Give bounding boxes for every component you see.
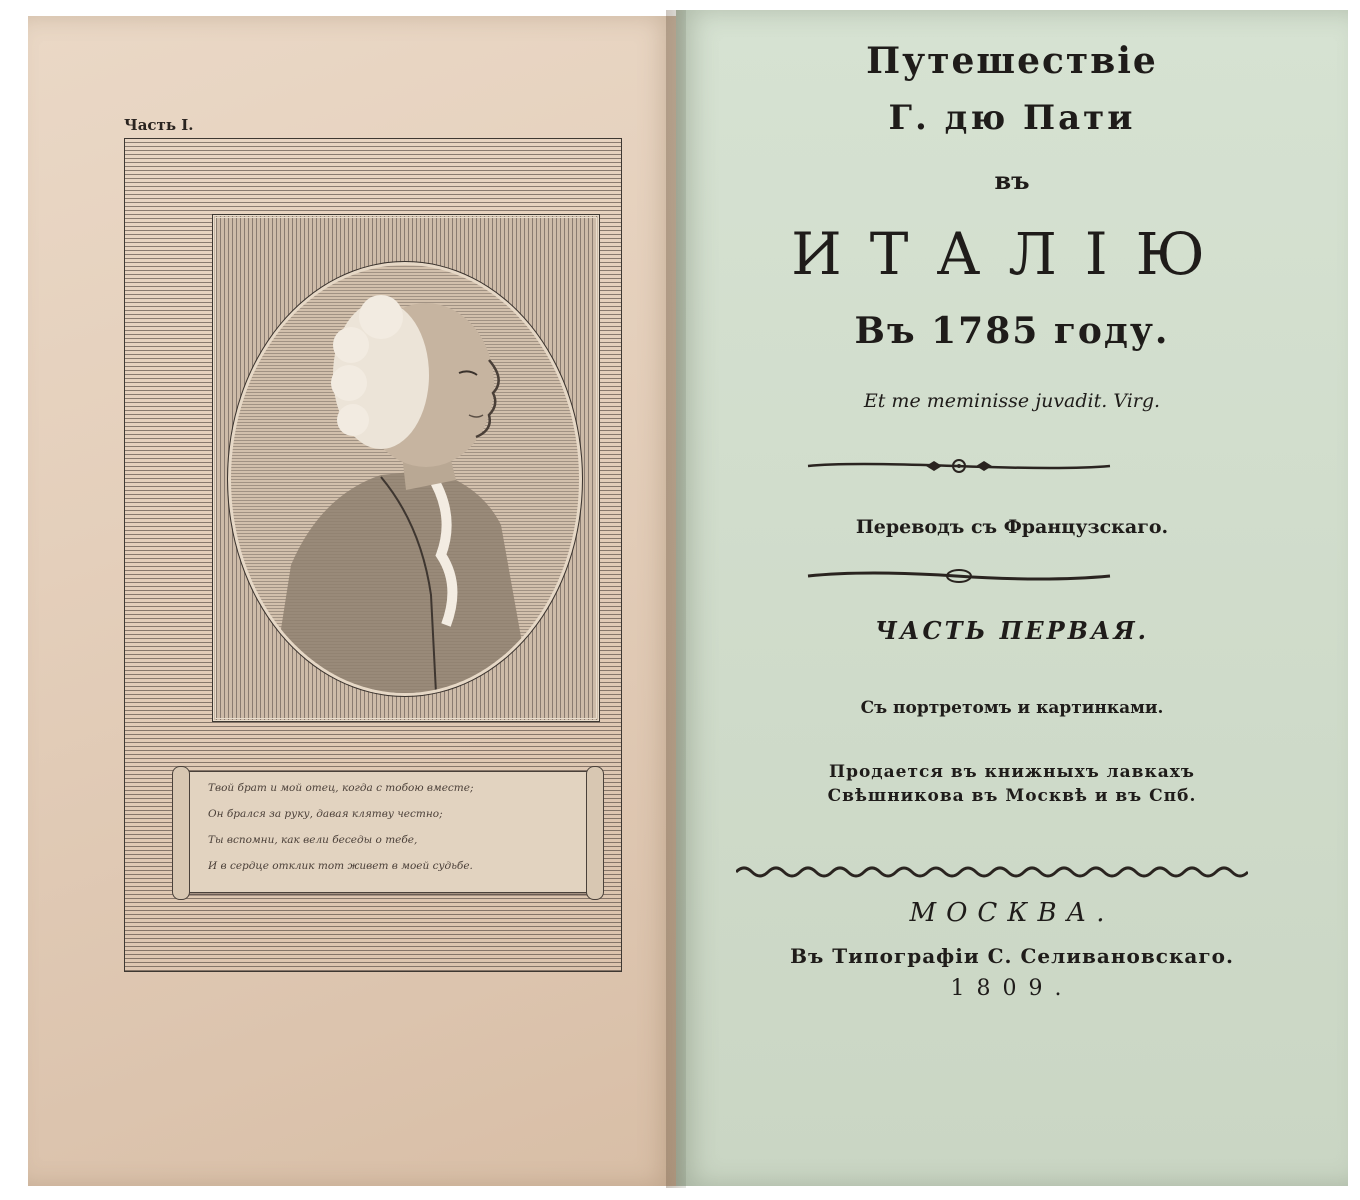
sale-line-1: Продается въ книжныхъ лавкахъ bbox=[829, 762, 1195, 782]
verse-line: Он брался за руку, давая клятву честно; bbox=[208, 808, 443, 820]
title-page bbox=[676, 10, 1348, 1186]
title-line-author: Г. дю Пати bbox=[888, 98, 1136, 138]
wave-rule bbox=[736, 862, 1248, 882]
portrait-figure bbox=[231, 265, 579, 693]
verse-line: И в сердце отклик тот живет в моей судьбе. bbox=[208, 860, 473, 872]
part-heading: ЧАСТЬ ПЕРВАЯ. bbox=[875, 616, 1149, 645]
part-label: Часть I. bbox=[124, 116, 194, 134]
epigraph: Et me meminisse juvadit. Virg. bbox=[863, 390, 1161, 412]
verse-plaque bbox=[181, 771, 595, 893]
ornament-divider-2 bbox=[806, 566, 1112, 586]
imprint-printer: Въ Типографіи С. Селивановскаго. bbox=[790, 944, 1234, 968]
title-line-journey: Путешествіе bbox=[866, 40, 1158, 82]
sale-line-2: Свѣшникова въ Москвѣ и въ Спб. bbox=[827, 786, 1197, 806]
plaque-scroll-left bbox=[172, 766, 190, 900]
verse-line: Твой брат и мой отец, когда с тобою вместе; bbox=[208, 782, 474, 794]
portrait-oval bbox=[228, 262, 582, 696]
imprint-city: МОСКВА. bbox=[909, 898, 1115, 928]
verse-line: Ты вспомни, как вели беседы о тебе, bbox=[208, 834, 418, 846]
translation-note: Переводъ съ Французскаго. bbox=[855, 516, 1169, 538]
left-page bbox=[28, 16, 676, 1186]
ornament-divider-1 bbox=[806, 454, 1112, 478]
portrait-panel bbox=[213, 215, 599, 721]
title-line-year: Въ 1785 году. bbox=[854, 310, 1170, 352]
title-line-preposition: въ bbox=[994, 166, 1030, 195]
plaque-scroll-right bbox=[586, 766, 604, 900]
engraving-frame bbox=[124, 138, 622, 972]
illustrations-note: Съ портретомъ и картинками. bbox=[860, 698, 1164, 718]
title-line-italy: ИТАЛІЮ bbox=[791, 220, 1233, 288]
imprint-year: 1809. bbox=[950, 976, 1074, 1001]
